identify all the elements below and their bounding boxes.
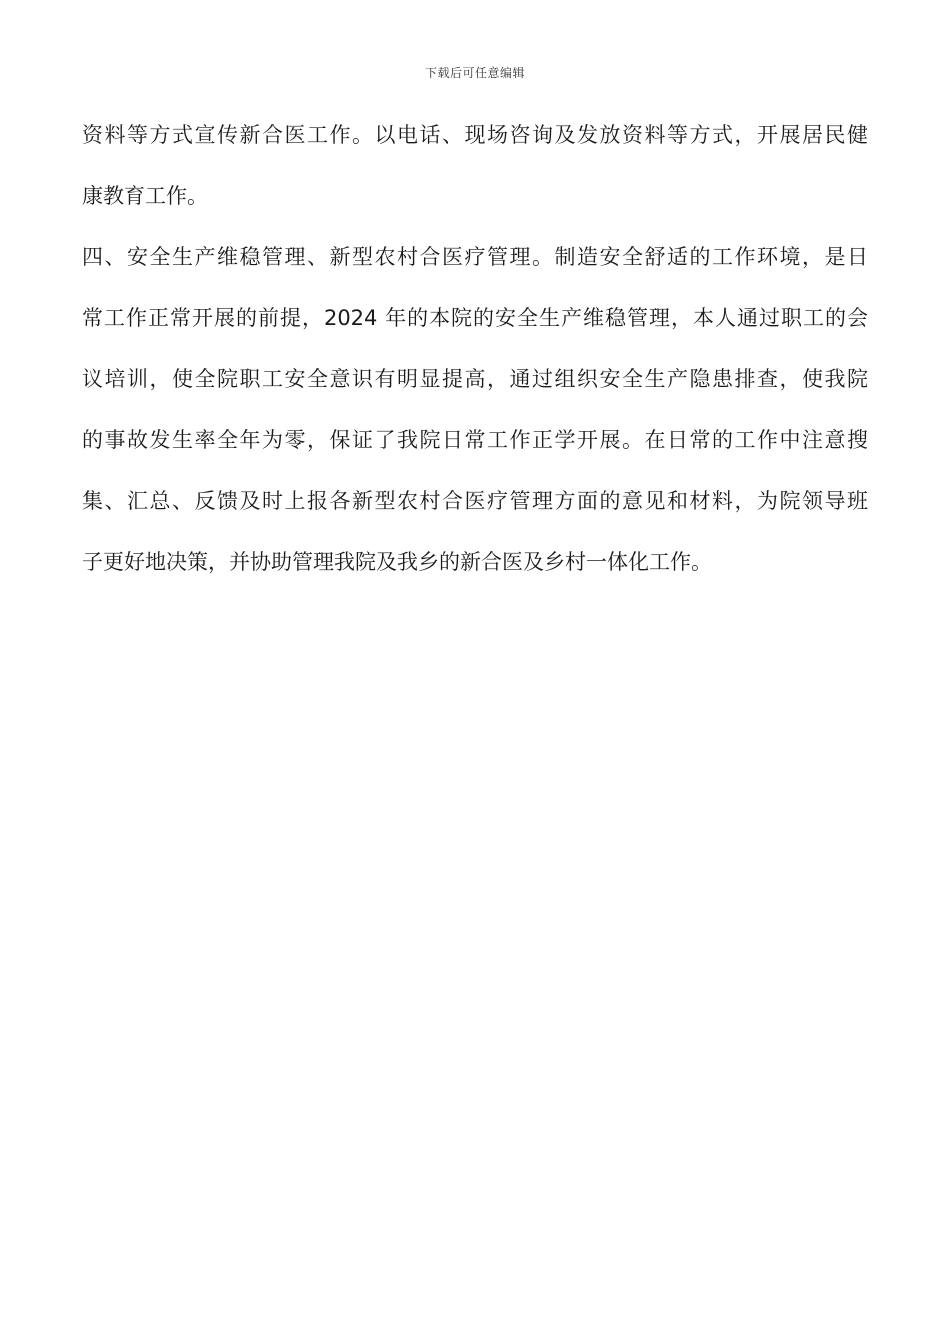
paragraph-line: 议培训，使全院职工安全意识有明显提高，通过组织安全生产隐患排查，使我院 xyxy=(82,367,868,391)
paragraph-line: 集、汇总、反馈及时上报各新型农村合医疗管理方面的意见和材料，为院领导班 xyxy=(82,489,868,513)
paragraph-line: 常工作正常开展的前提，2024 年的本院的安全生产维稳管理，本人通过职工的会 xyxy=(82,306,868,330)
document-body xyxy=(82,105,868,593)
paragraph-line: 子更好地决策，并协助管理我院及我乡的新合医及乡村一体化工作。 xyxy=(82,550,712,574)
paragraph-line: 的事故发生率全年为零，保证了我院日常工作正学开展。在日常的工作中注意搜 xyxy=(82,428,868,452)
section-heading-line: 四、安全生产维稳管理、新型农村合医疗管理。制造安全舒适的工作环境，是日 xyxy=(82,245,868,269)
paragraph-line: 资料等方式宣传新合医工作。以电话、现场咨询及发放资料等方式，开展居民健 xyxy=(82,123,868,147)
page-header: 下载后可任意编辑 xyxy=(424,66,525,80)
paragraph-line: 康教育工作。 xyxy=(82,184,208,208)
